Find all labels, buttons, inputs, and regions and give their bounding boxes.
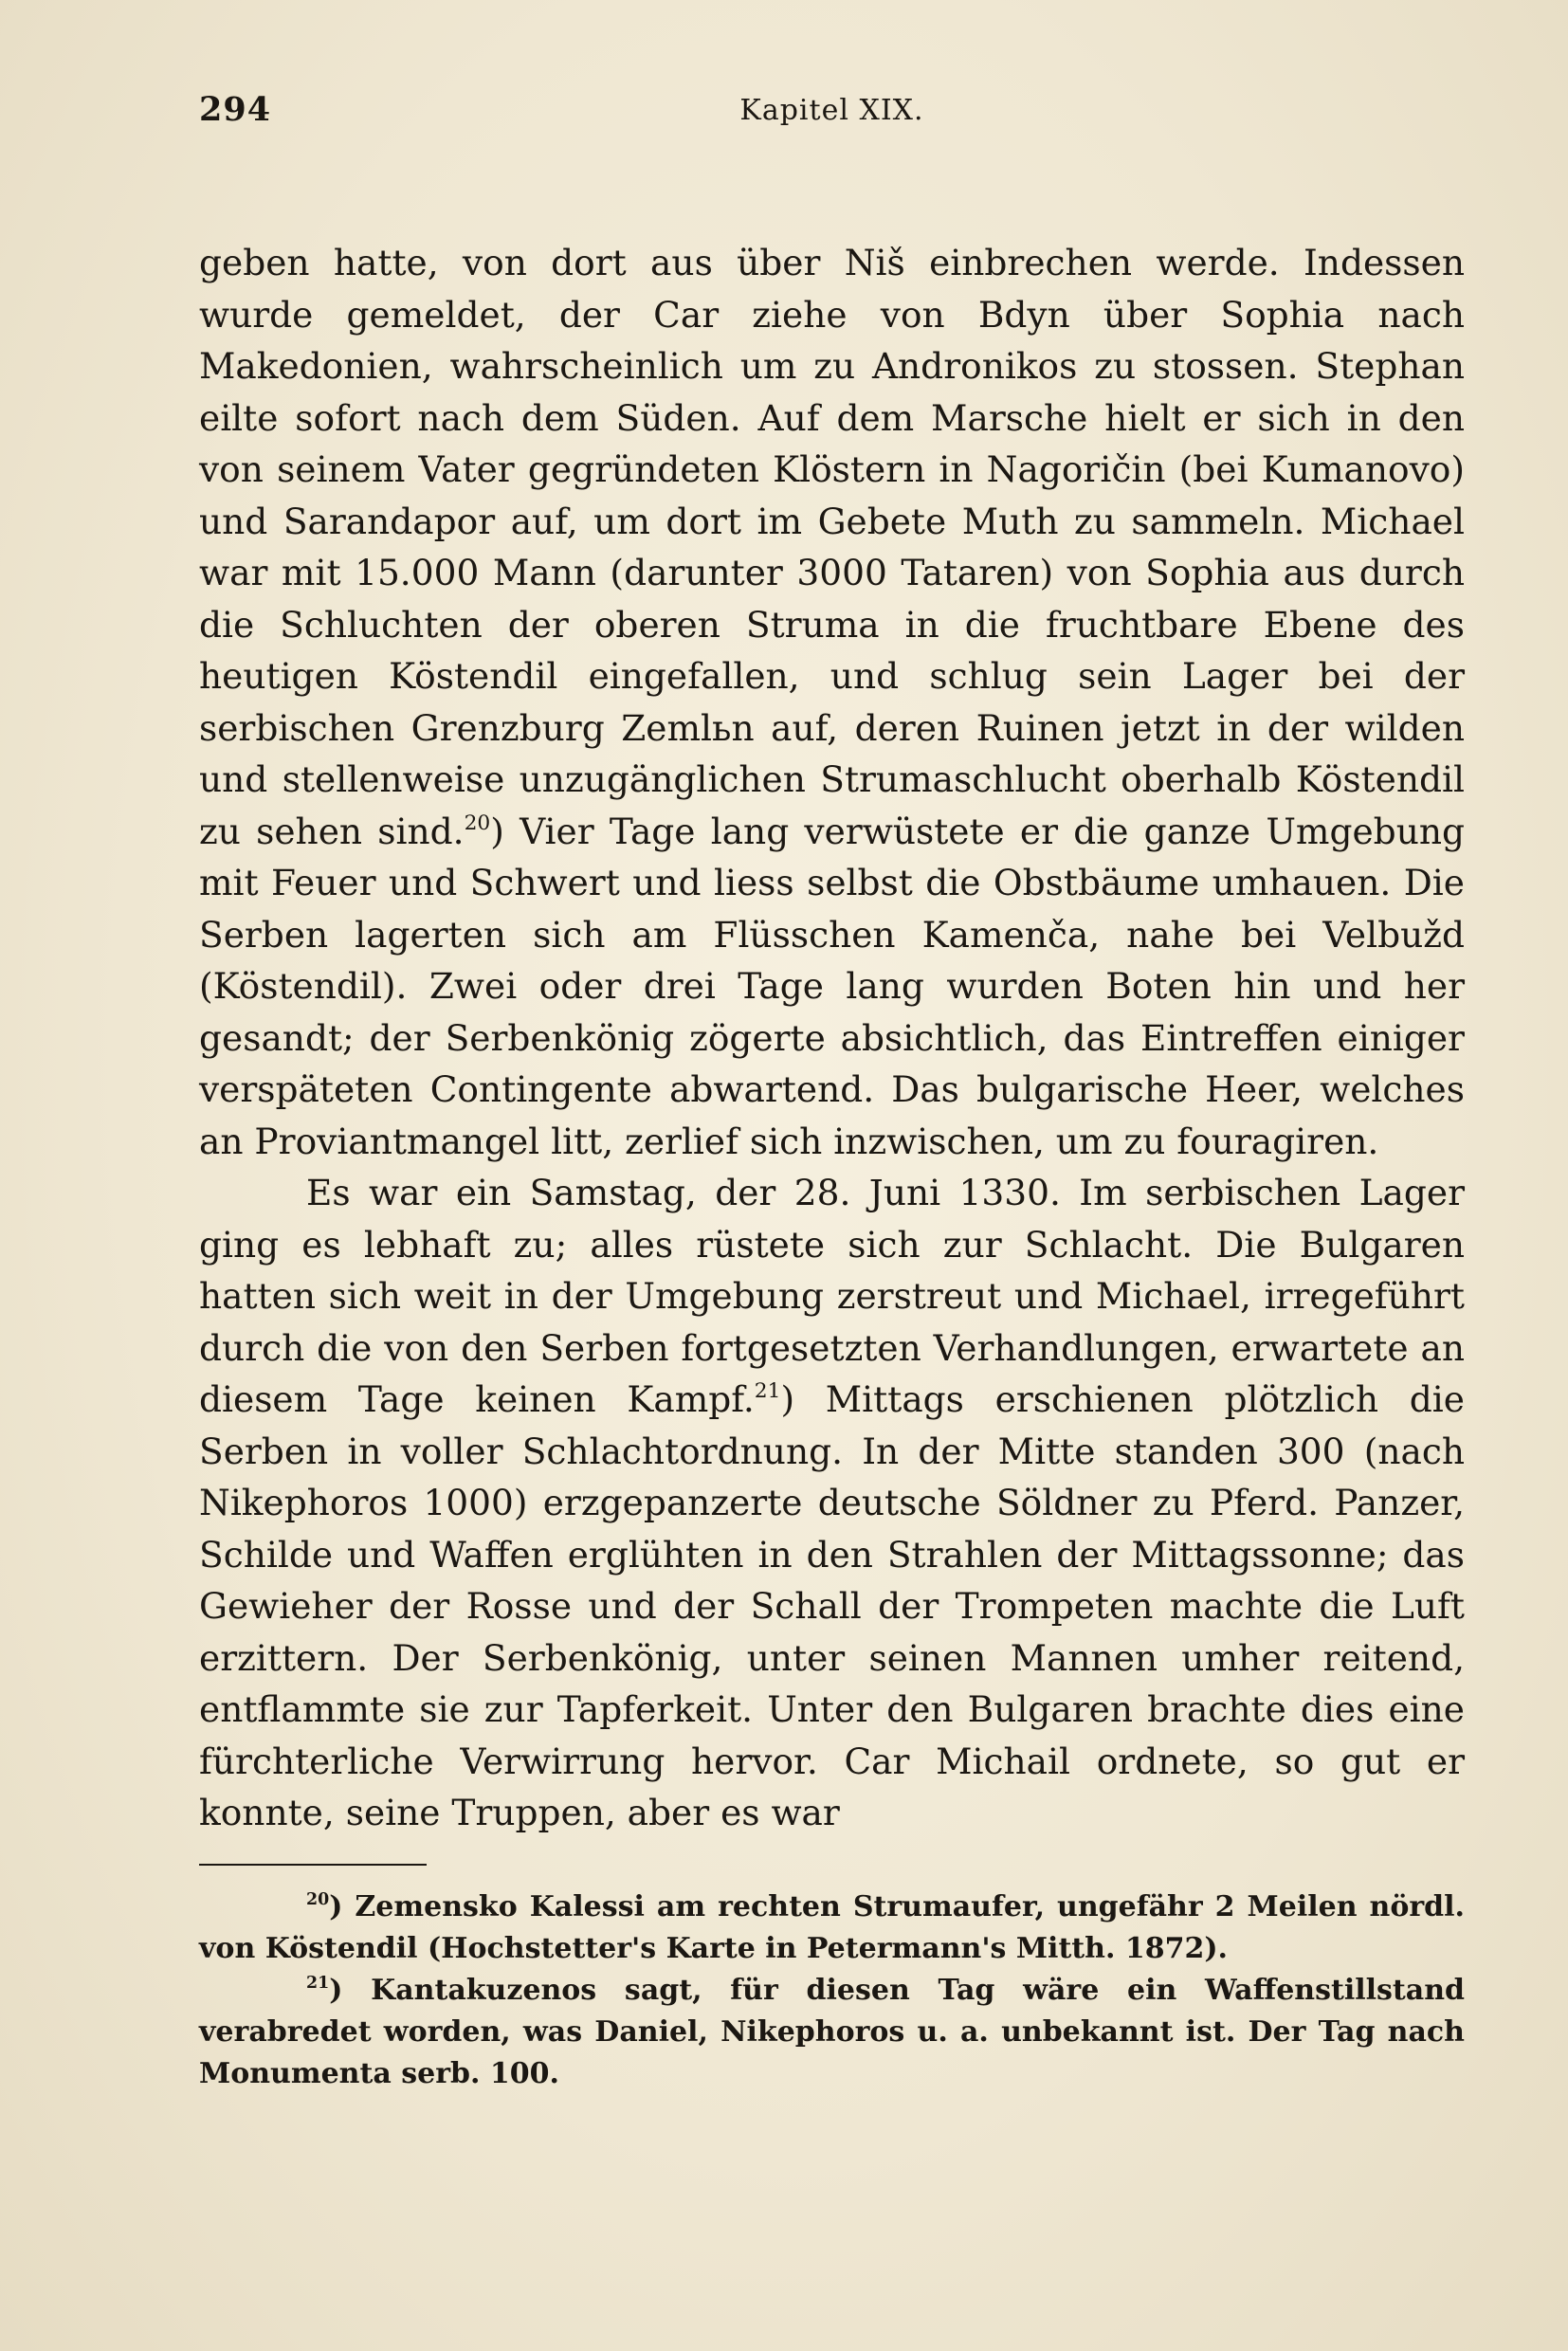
footnote-marker: 21 (306, 1973, 330, 1993)
book-page (199, 90, 1465, 2261)
page-number: 294 (199, 90, 272, 129)
footnotes (199, 1886, 1465, 2095)
page-header (199, 90, 1465, 147)
paragraph-text: ) Mittags erschienen plötzlich die Serben in voller Schlachtordnung. In der Mitte standen 300 (nach Nikephoros 1000) erzgepanzerte deutsche Söldner zu Pferd. Panzer, Schilde und Waffen erglühten in den Strahlen der Mittagssonne; das Gewieher der Rosse und der Schall der Trompeten machte die Luft erzittern. Der Serbenkönig, unter seinen Mannen umher reitend, entflammte sie zur Tapferkeit. Unter den Bulgaren brachte dies eine fürchterliche Verwirrung hervor. Car Michail ordnete, so gut er konnte, seine Truppen, aber es war (199, 1378, 1465, 1833)
footnote-marker: 20 (306, 1889, 330, 1909)
footnote-text: ) Zemensko Kalessi am rechten Strumaufer, ungefähr 2 Meilen nördl. von Köstendil (Hochstetter's Karte in Petermann's Mitth. 1872). (199, 1889, 1465, 1965)
footnote-reference: 20 (464, 811, 491, 835)
running-head: Kapitel XIX. (739, 94, 924, 127)
footnote-text: ) Kantakuzenos sagt, für diesen Tag wäre ein Waffenstillstand verabredet worden, was Daniel, Nikephoros u. a. unbekannt ist. Der Tag nach Monumenta serb. 100. (199, 1973, 1465, 2090)
footnote-reference: 21 (754, 1378, 781, 1403)
paragraph (199, 237, 1465, 1167)
footnote (199, 1970, 1465, 2095)
paragraph-text: Es war ein Samstag, der 28. Juni 1330. Im serbischen Lager ging es lebhaft zu; alles rüstete sich zur Schlacht. Die Bulgaren hatten sich weit in der Umgebung zerstreut und Michael, irregeführt durch die von den Serben fortgesetzten Verhandlungen, erwartete an diesem Tage keinen Kampf. (199, 1172, 1465, 1420)
paragraph (199, 1167, 1465, 1839)
paragraph-text: geben hatte, von dort aus über Niš einbrechen werde. Indessen wurde gemeldet, der Car ziehe von Bdyn über Sophia nach Makedonien, wahrscheinlich um zu Andronikos zu stossen. Stephan eilte sofort nach dem Süden. Auf dem Marsche hielt er sich in den von seinem Vater gegründeten Klöstern in Nagoričin (bei Kumanovo) und Sarandapor auf, um dort im Gebete Muth zu sammeln. Michael war mit 15.000 Mann (darunter 3000 Tataren) von Sophia aus durch die Schluchten der oberen Struma in die fruchtbare Ebene des heutigen Köstendil eingefallen, und schlug sein Lager bei der serbischen Grenzburg Zemlьn auf, deren Ruinen jetzt in der wilden und stellenweise unzugänglichen Strumaschlucht oberhalb Köstendil zu sehen sind. (199, 242, 1465, 852)
body-text (199, 237, 1465, 1839)
footnote (199, 1886, 1465, 1970)
footnote-divider (199, 1864, 427, 1866)
paragraph-text: ) Vier Tage lang verwüstete er die ganze Umgebung mit Feuer und Schwert und liess selbst die Obstbäume umhauen. Die Serben lagerten sich am Flüsschen Kamenča, nahe bei Velbužd (Köstendil). Zwei oder drei Tage lang wurden Boten hin und her gesandt; der Serbenkönig zögerte absichtlich, das Eintreffen einiger verspäteten Contingente abwartend. Das bulgarische Heer, welches an Proviantmangel litt, zerlief sich inzwischen, um zu fouragiren. (199, 810, 1465, 1162)
